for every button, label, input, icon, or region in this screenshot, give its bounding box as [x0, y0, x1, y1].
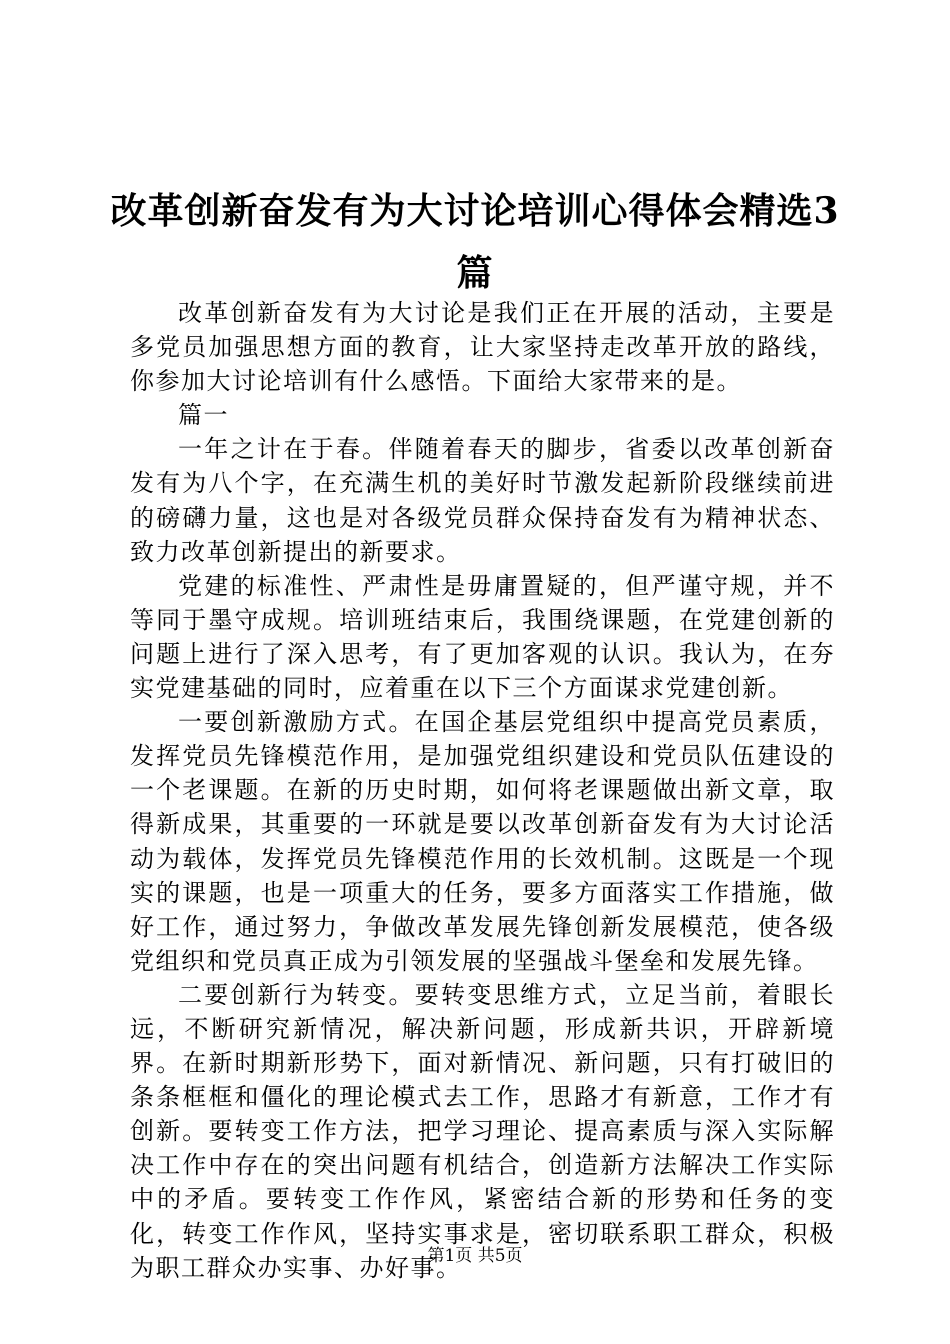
page-number-footer: 第1页 共5页: [427, 1246, 523, 1266]
document-body: [130, 296, 835, 1285]
body-paragraph: 一要创新激励方式。在国企基层党组织中提高党员素质，发挥党员先锋模范作用，是加强党组织建设和党员队伍建设的一个老课题。在新的历史时期，如何将老课题做出新文章，取得新成果，其重要的一环就是要以改革创新奋发有为大讨论活动为载体，发挥党员先锋模范作用的长效机制。这既是一个现实的课题，也是一项重大的任务，要多方面落实工作措施，做好工作，通过努力，争做改革发展先锋创新发展模范，使各级党组织和党员真正成为引领发展的坚强战斗堡垒和发展先锋。: [130, 708, 835, 975]
intro-paragraph: 改革创新奋发有为大讨论是我们正在开展的活动，主要是多党员加强思想方面的教育，让大家坚持走改革开放的路线，你参加大讨论培训有什么感悟。下面给大家带来的是。: [130, 299, 835, 396]
body-paragraph: 一年之计在于春。伴随着春天的脚步，省委以改革创新奋发有为八个字，在充满生机的美好时节激发起新阶段继续前进的磅礴力量，这也是对各级党员群众保持奋发有为精神状态、致力改革创新提出的新要求。: [130, 435, 835, 566]
body-paragraph: 二要创新行为转变。要转变思维方式，立足当前，着眼长远，不断研究新情况，解决新问题，形成新共识，开辟新境界。在新时期新形势下，面对新情况、新问题，只有打破旧的条条框框和僵化的理论模式去工作，思路才有新意，工作才有创新。要转变工作方法，把学习理论、提高素质与深入实际解决工作中存在的突出问题有机结合，创造新方法解决工作实际中的矛盾。要转变工作作风，紧密结合新的形势和任务的变化，转变工作作风，坚持实事求是，密切联系职工群众，积极为职工群众办实事、办好事。: [130, 980, 835, 1282]
section-heading: 篇一: [178, 401, 229, 430]
body-paragraph: 党建的标准性、严肃性是毋庸置疑的，但严谨守规，并不等同于墨守成规。培训班结束后，我围绕课题，在党建创新的问题上进行了深入思考，有了更加客观的认识。我认为，在夯实党建基础的同时，应着重在以下三个方面谋求党建创新。: [130, 571, 835, 703]
document-title: 改革创新奋发有为大讨论培训心得体会精选3篇: [110, 190, 840, 294]
